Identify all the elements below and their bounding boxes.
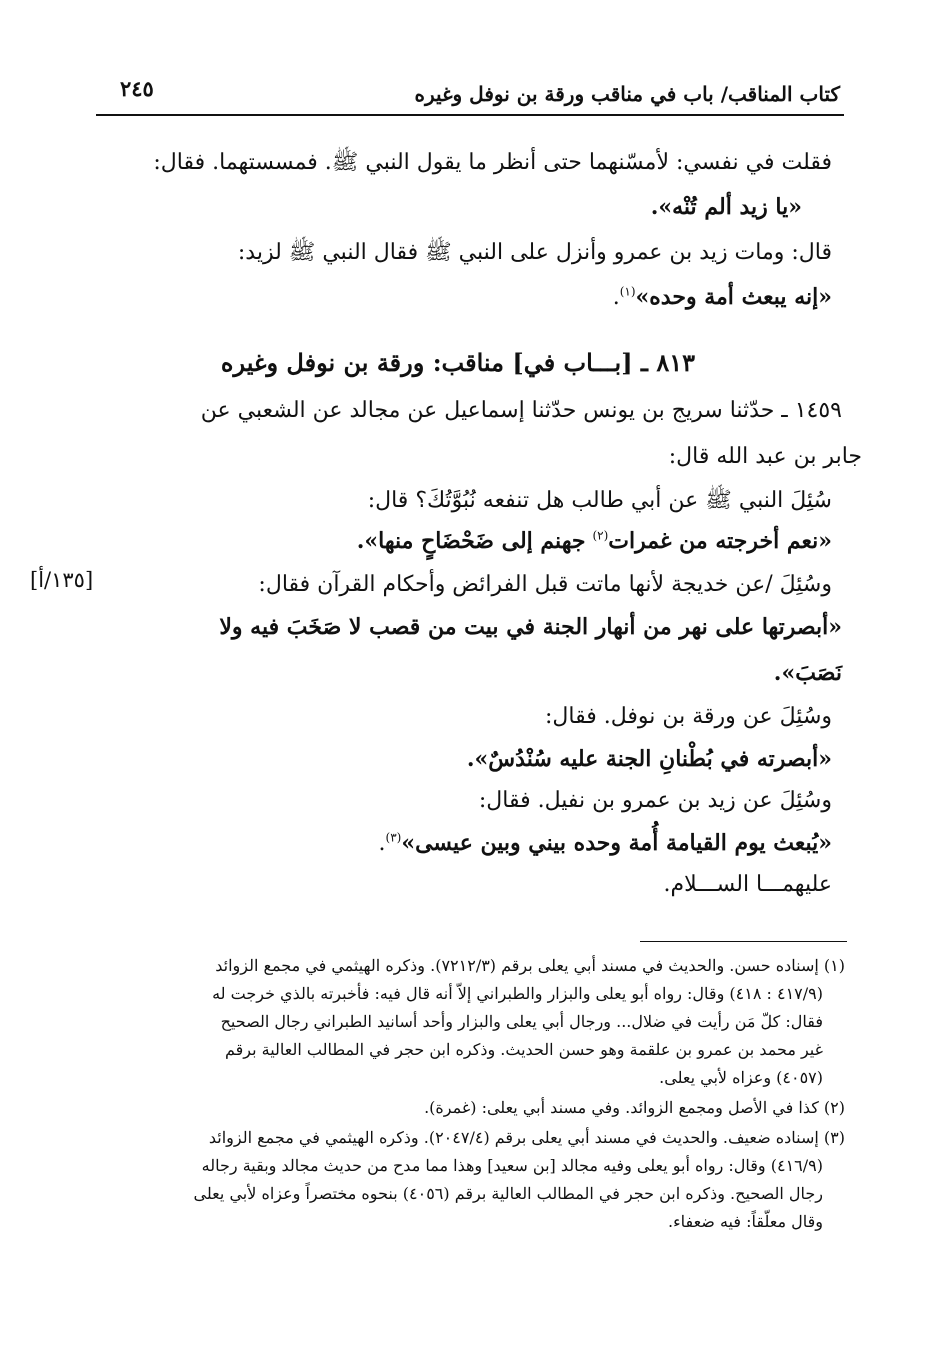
quote-text: «يُبعث يوم القيامة أُمة وحده بيني وبين عيسى»	[401, 830, 832, 856]
hadith-line-8: وسُئِلَ عن ورقة بن نوفل. فقال:	[544, 704, 832, 729]
running-title: كتاب المناقب/ باب في مناقب ورقة بن نوفل وغيره	[414, 82, 840, 106]
hadith-line-5: وسُئِلَ /عن خديجة لأنها ماتت قبل الفرائض وأحكام القرآن فقال:	[258, 572, 832, 597]
footnote-ref-2: (٢)	[592, 528, 609, 543]
footnote-rule	[640, 941, 847, 942]
footnote-line: غير محمد بن عمرو بن علقمة وهو حسن الحديث. وذكره ابن حجر في المطالب العالية برقم	[224, 1040, 823, 1059]
hadith-line-11	[379, 830, 832, 856]
page-header	[100, 72, 840, 112]
header-rule	[96, 114, 844, 116]
footnote-line: (٤١٧/٩ : ٤١٨) وقال: رواه أبو يعلى والبزار والطبراني إلاّ أنه قال فيه: فأخبرته بالذي خرجت له	[212, 984, 823, 1003]
quote-end: .	[378, 831, 386, 856]
hadith-line-6: «أبصرتها على نهر من أنهار الجنة في بيت من قصب لا صَخَبَ فيه ولا	[219, 614, 842, 640]
hadith-line-7: نَصَبَ».	[773, 660, 842, 686]
hadith-line-3: سُئِلَ النبي ﷺ عن أبي طالب هل تنفعه نُبُوَّتُكَ؟ قال:	[367, 488, 832, 513]
quote-text: «إنه يبعث أمة وحده»	[635, 284, 832, 310]
quote-line-4	[613, 284, 832, 310]
quote-text: جهنم إلى ضَحْضَاحٍ منها».	[356, 528, 586, 554]
footnote-line: (٢) كذا في الأصل ومجمع الزوائد. وفي مسند أبي يعلى: (غمرة).	[424, 1098, 845, 1117]
text-line-3: قال: ومات زيد بن عمرو وأنزل على النبي ﷺ فقال النبي ﷺ لزيد:	[237, 240, 832, 265]
hadith-line-12: عليهمـــا الســـلام.	[663, 872, 832, 897]
footnote-line: رجال الصحيح. وذكره ابن حجر في المطالب العالية برقم (٤٠٥٦) بنحوه مختصراً وعزاه لأبي يعلى	[193, 1184, 823, 1203]
footnote-line: وقال معلّقاً: فيه ضعفاء.	[667, 1212, 823, 1231]
footnote-line: (٤١٦/٩) وقال: رواه أبو يعلى وفيه مجالد [بن سعيد] وهذا مما مدح من حديث مجالد وبقية رجاله	[201, 1156, 823, 1175]
hadith-line-10: وسُئِلَ عن زيد بن عمرو بن نفيل. فقال:	[478, 788, 832, 813]
hadith-line-4	[357, 528, 832, 554]
footnote-ref-1: (١)	[619, 284, 636, 299]
hadith-line-9: «أبصرته في بُطْنانِ الجنة عليه سُنْدُسٌ».	[466, 746, 832, 772]
hadith-line-2: جابر بن عبد الله قال:	[668, 444, 862, 469]
footnote-line: (٤٠٥٧) وعزاه لأبي يعلى.	[659, 1068, 823, 1087]
manuscript-folio-ref: [١٣٥/أ]	[30, 568, 94, 592]
footnote-line: (١) إسناده حسن. والحديث في مسند أبي يعلى برقم (٧٢١٢/٣). وذكره الهيثمي في مجمع الزوائد	[215, 956, 845, 975]
footnote-ref-3: (٣)	[385, 830, 402, 845]
chapter-heading: ٨١٣ ـ [بـــاب في] مناقب: ورقة بن نوفل وغيره	[220, 348, 695, 377]
text-line-1: فقلت في نفسي: لأمسّنهما حتى أنظر ما يقول النبي ﷺ. فمسستهما. فقال:	[153, 150, 832, 175]
quote-line-2: «يا زيد ألم تُنْه».	[650, 194, 802, 220]
page-number: ٢٤٥	[120, 76, 154, 101]
quote-text: «نعم أخرجته من غمرات	[608, 528, 832, 554]
hadith-line-1: ١٤٥٩ ـ حدّثنا سريج بن يونس حدّثنا إسماعيل عن مجالد عن الشعبي عن	[200, 398, 842, 423]
quote-end: .	[612, 285, 620, 310]
footnote-line: (٣) إسناده ضعيف. والحديث في مسند أبي يعلى برقم (٢٠٤٧/٤). وذكره الهيثمي في مجمع الزوائد	[208, 1128, 845, 1147]
footnote-line: فقال: كلّ مَن رأيت في ضلال... ورجال أبي يعلى والبزار وأحد أسانيد الطبراني رجال الصحيح	[220, 1012, 823, 1031]
